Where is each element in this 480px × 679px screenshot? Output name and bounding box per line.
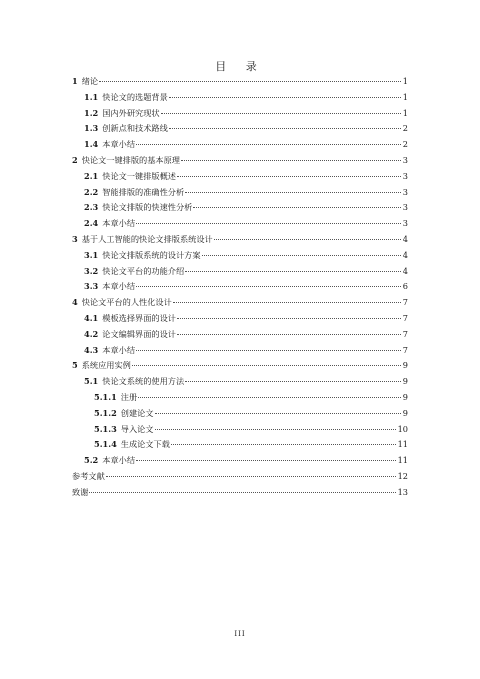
dot-leader xyxy=(138,397,401,398)
toc-entry-number: 3 xyxy=(72,234,78,244)
toc-entry-page: 1 xyxy=(402,107,408,118)
toc-entry[interactable] xyxy=(84,171,408,182)
toc-entry[interactable] xyxy=(84,455,408,466)
toc-entry[interactable] xyxy=(72,297,408,308)
toc-entry[interactable] xyxy=(72,360,408,371)
toc-entry-page: 3 xyxy=(402,186,408,197)
toc-entry-title: 国内外研究现状 xyxy=(102,107,160,118)
toc-title: 目 录 xyxy=(215,60,265,73)
toc-entry-page: 3 xyxy=(402,202,408,213)
toc-entry[interactable] xyxy=(84,313,408,324)
toc-entry[interactable] xyxy=(84,266,408,277)
page-number: III xyxy=(234,630,246,638)
toc-entry-page: 7 xyxy=(402,297,408,308)
dot-leader xyxy=(106,476,396,477)
toc-entry-number: 5.1.3 xyxy=(94,423,117,434)
toc-entry-number: 4 xyxy=(72,297,78,308)
toc-entry-title: 智能排版的准确性分析 xyxy=(102,186,185,197)
toc-entry[interactable] xyxy=(84,123,408,134)
toc-entry-title: 本章小结 xyxy=(102,139,136,150)
toc-entry[interactable] xyxy=(94,392,408,403)
toc-entry-page: 1 xyxy=(402,76,408,86)
toc-entry-number: 5.2 xyxy=(84,455,99,466)
toc-entry-title: 创建论文 xyxy=(120,407,154,418)
dot-leader xyxy=(169,128,401,129)
dot-leader xyxy=(181,160,401,161)
toc-entry-page: 11 xyxy=(397,439,408,450)
toc-entry-page: 4 xyxy=(402,265,408,276)
toc-entry[interactable] xyxy=(84,281,408,292)
toc-entry-title: 导入论文 xyxy=(120,423,154,434)
toc-entry[interactable] xyxy=(84,218,408,229)
toc-entry[interactable] xyxy=(94,439,408,450)
toc-entry[interactable] xyxy=(72,76,408,87)
toc-entry-page: 1 xyxy=(402,91,408,102)
toc-entry[interactable] xyxy=(94,424,408,435)
toc-entry-page: 12 xyxy=(397,471,408,481)
dot-leader xyxy=(193,207,400,208)
dot-leader xyxy=(155,413,401,414)
toc-entry-title: 本章小结 xyxy=(102,344,136,355)
toc-entry-page: 13 xyxy=(397,486,408,497)
toc-entry-number: 5 xyxy=(72,360,78,371)
toc-entry-page: 2 xyxy=(402,139,408,150)
toc-entry-page: 3 xyxy=(402,155,408,165)
toc-entry-number: 3.2 xyxy=(84,265,99,276)
dot-leader xyxy=(99,81,401,82)
toc-entry[interactable] xyxy=(84,376,408,387)
toc-entry-number: 1.3 xyxy=(84,123,99,134)
toc-entry-page: 3 xyxy=(402,170,408,181)
toc-entry-number: 2.4 xyxy=(84,218,99,229)
toc-entry-number: 3.1 xyxy=(84,249,99,260)
dot-leader xyxy=(136,460,396,461)
toc-entry-number: 2 xyxy=(72,155,78,165)
dot-leader xyxy=(136,223,401,224)
toc-entry-title: 致谢 xyxy=(72,486,89,497)
toc-entry-title: 快论文一键排版概述 xyxy=(102,170,176,181)
toc-entry-page: 2 xyxy=(402,123,408,134)
toc-entry-title: 论文编辑界面的设计 xyxy=(102,328,176,339)
toc-entry-title: 系统应用实例 xyxy=(81,360,131,371)
toc-entry-title: 基于人工智能的快论文排版系统设计 xyxy=(81,234,213,244)
toc-entry-number: 1 xyxy=(72,76,78,86)
dot-leader xyxy=(136,286,401,287)
dot-leader xyxy=(177,318,401,319)
toc-entry-title: 本章小结 xyxy=(102,281,136,292)
dot-leader xyxy=(171,444,396,445)
dot-leader xyxy=(177,176,401,177)
toc-entry[interactable] xyxy=(84,329,408,340)
toc-entry-number: 5.1.2 xyxy=(94,407,117,418)
toc-entry-page: 7 xyxy=(402,313,408,323)
toc-entry-title: 参考文献 xyxy=(72,471,105,481)
toc-entry[interactable] xyxy=(72,487,408,498)
toc-entry[interactable] xyxy=(84,139,408,150)
toc-entry-title: 快论文的选题背景 xyxy=(102,91,168,102)
toc-entry[interactable] xyxy=(84,250,408,261)
toc-entry-page: 4 xyxy=(402,249,408,260)
toc-entry-number: 2.3 xyxy=(84,202,99,213)
toc-entry-page: 9 xyxy=(402,376,408,387)
dot-leader xyxy=(185,271,401,272)
toc-entry-page: 9 xyxy=(402,360,408,371)
toc-entry-number: 5.1 xyxy=(84,376,99,387)
toc-entry-title: 快论文平台的功能介绍 xyxy=(102,265,185,276)
dot-leader xyxy=(132,365,401,366)
toc-entry-page: 9 xyxy=(402,407,408,418)
toc-entry-number: 4.1 xyxy=(84,313,99,323)
toc-entry[interactable] xyxy=(84,345,408,356)
toc-entry-number: 1.1 xyxy=(84,91,99,102)
toc-entry-page: 9 xyxy=(402,392,408,402)
toc-entry-title: 本章小结 xyxy=(102,218,136,229)
toc-entry-number: 5.1.1 xyxy=(94,392,117,402)
dot-leader xyxy=(202,255,401,256)
toc-entry[interactable] xyxy=(72,234,408,245)
dot-leader xyxy=(161,113,401,114)
toc-entry-number: 3.3 xyxy=(84,281,99,292)
toc-entry[interactable] xyxy=(72,155,408,166)
dot-leader xyxy=(214,239,401,240)
toc-entry-title: 快论文排版的快速性分析 xyxy=(102,202,193,213)
toc-entry-number: 5.1.4 xyxy=(94,439,117,450)
toc-entry-number: 2.1 xyxy=(84,170,99,181)
toc-entry[interactable] xyxy=(84,108,408,119)
toc-entry[interactable] xyxy=(72,471,408,482)
dot-leader xyxy=(173,302,401,303)
toc-entry-number: 1.2 xyxy=(84,107,99,118)
dot-leader xyxy=(185,192,401,193)
toc-entry-title: 快论文一键排版的基本原理 xyxy=(81,155,180,165)
dot-leader xyxy=(169,97,401,98)
toc-entry-number: 4.2 xyxy=(84,328,99,339)
toc-entry[interactable] xyxy=(84,187,408,198)
toc-entry[interactable] xyxy=(84,92,408,103)
dot-leader xyxy=(155,429,396,430)
toc-entry-number: 2.2 xyxy=(84,186,99,197)
toc-entry-title: 快论文系统的使用方法 xyxy=(102,376,185,387)
toc-entry-page: 11 xyxy=(397,455,408,466)
toc-entry-page: 3 xyxy=(402,218,408,229)
toc-entry-page: 10 xyxy=(397,423,408,434)
toc-entry-page: 7 xyxy=(402,328,408,339)
dot-leader xyxy=(136,144,401,145)
toc-entry-page: 4 xyxy=(402,234,408,244)
toc-entry-number: 1.4 xyxy=(84,139,99,150)
toc-entry-title: 模板选择界面的设计 xyxy=(102,313,176,323)
toc-entry-page: 7 xyxy=(402,344,408,355)
toc-entry-title: 创新点和技术路线 xyxy=(102,123,168,134)
toc-entry-page: 6 xyxy=(402,281,408,292)
toc-entry-title: 注册 xyxy=(120,392,138,402)
toc-entry-title: 快论文排版系统的设计方案 xyxy=(102,249,201,260)
toc-entry-title: 生成论文下载 xyxy=(120,439,170,450)
toc-entry-title: 绪论 xyxy=(81,76,99,86)
toc-entry-title: 快论文平台的人性化设计 xyxy=(81,297,172,308)
dot-leader xyxy=(177,334,401,335)
toc-entry-title: 本章小结 xyxy=(102,455,136,466)
dot-leader xyxy=(136,350,401,351)
dot-leader xyxy=(89,492,395,493)
toc-entry-number: 4.3 xyxy=(84,344,99,355)
toc-entry[interactable] xyxy=(94,408,408,419)
dot-leader xyxy=(185,381,401,382)
toc-entry[interactable] xyxy=(84,202,408,213)
